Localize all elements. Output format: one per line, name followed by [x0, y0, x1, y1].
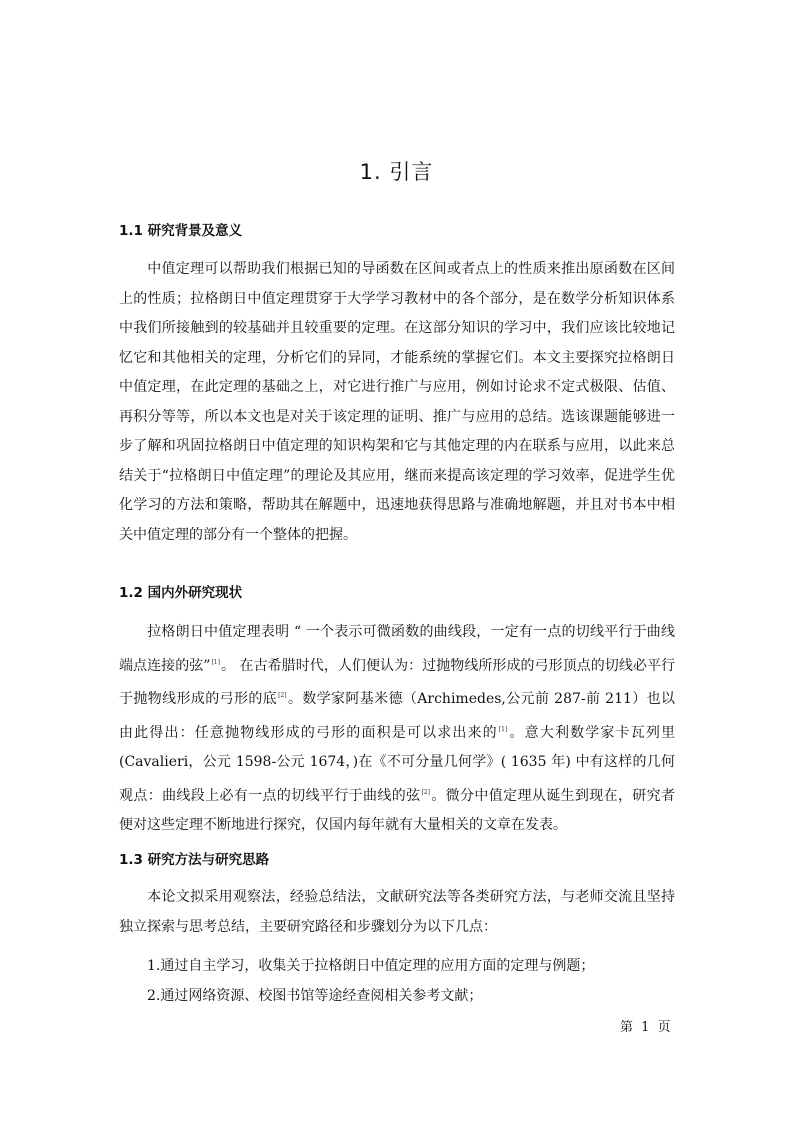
section-heading-1-2: 1.2 国内外研究现状	[119, 585, 243, 601]
section-paragraph-1-3	[119, 883, 675, 942]
list-item: 1.通过自主学习，收集关于拉格朗日中值定理的应用方面的定理与例题；	[147, 958, 595, 974]
footer-prefix: 第	[620, 1020, 634, 1035]
paragraph-text: 中值定理可以帮助我们根据已知的导函数在区间或者点上的性质来推出原函数在区间上的性质；拉格朗日中值定理贯穿于大学学习教材中的各个部分，是在数学分析知识体系中我们所接触到的较基础并且较重要的定理。在这部分知识的学习中，我们应该比较地记忆它和其他相关的定理，分析它们的异同，才能系统的掌握它们。本文主要探究拉格朗日中值定理，在此定理的基础之上，对它进行推广与应用，例如讨论求不定式极限、估值、再积分等等，所以本文也是对关于该定理的证明、推广与应用的总结。选该课题能够进一步了解和巩固拉格朗日中值定理的知识构架和它与其他定理的内在联系与应用，以此来总结关于“拉格朗日中值定理”的理论及其应用，继而来提高该定理的学习效率，促进学生优化学习的方法和策略，帮助其在解题中，迅速地获得思路与准确地解题，并且对书本中相关中值定理的部分有一个整体的把握。	[119, 261, 675, 543]
section-heading-1-1: 1.1 研究背景及意义	[119, 223, 243, 239]
page-number: 1	[641, 1020, 650, 1035]
citation-ref: [1]	[498, 725, 508, 733]
section-paragraph-1-1	[119, 255, 675, 550]
footer-suffix: 页	[657, 1020, 671, 1035]
paragraph-text-part: 。微分中值定理从诞生到现在，研究者便对这些定理不断地进行探究，仅国内每年就有大量相关的文章在发表。	[119, 787, 676, 833]
paragraph-text-part: 。意大利数学家卡瓦列里(Cavalieri，公元 1598-公元 1674，)在《不可分量几何学》( 1635 年) 中有这样的几何观点：曲线段上必有一点的切线平行于曲线的弦	[119, 724, 676, 804]
paragraph-text: 本论文拟采用观察法，经验总结法，文献研究法等各类研究方法，与老师交流且坚持独立探索与思考总结，主要研究路径和步骤划分为以下几点：	[119, 889, 675, 935]
chapter-title: 1. 引言	[359, 160, 434, 184]
citation-ref: [2]	[278, 692, 287, 699]
citation-ref: [2]	[421, 788, 430, 796]
paragraph-text-part: 。 在古希腊时代，人们便认为：过抛物线所形成的弓形顶点的切线必平行于抛物线形成的弓形的底	[119, 657, 675, 707]
section-heading-1-3: 1.3 研究方法与研究思路	[119, 852, 270, 868]
page-footer	[620, 1016, 675, 1035]
citation-ref: [1]	[211, 658, 220, 666]
list-item: 2.通过网络资源、校图书馆等途经查阅相关参考文献；	[147, 988, 483, 1004]
paragraph-text-part: 拉格朗日中值定理表明 “ 一个表示可微函数的曲线段，一定有一点的切线平行于曲线端点连接的弦”	[119, 624, 675, 674]
section-paragraph-1-2	[119, 618, 675, 841]
paragraph-text-part: 。数学家阿基米德（Archimedes,公元前 287-前 211）也以由此得出：任意抛物线形成的弓形的面积是可以求出来的	[119, 691, 676, 741]
